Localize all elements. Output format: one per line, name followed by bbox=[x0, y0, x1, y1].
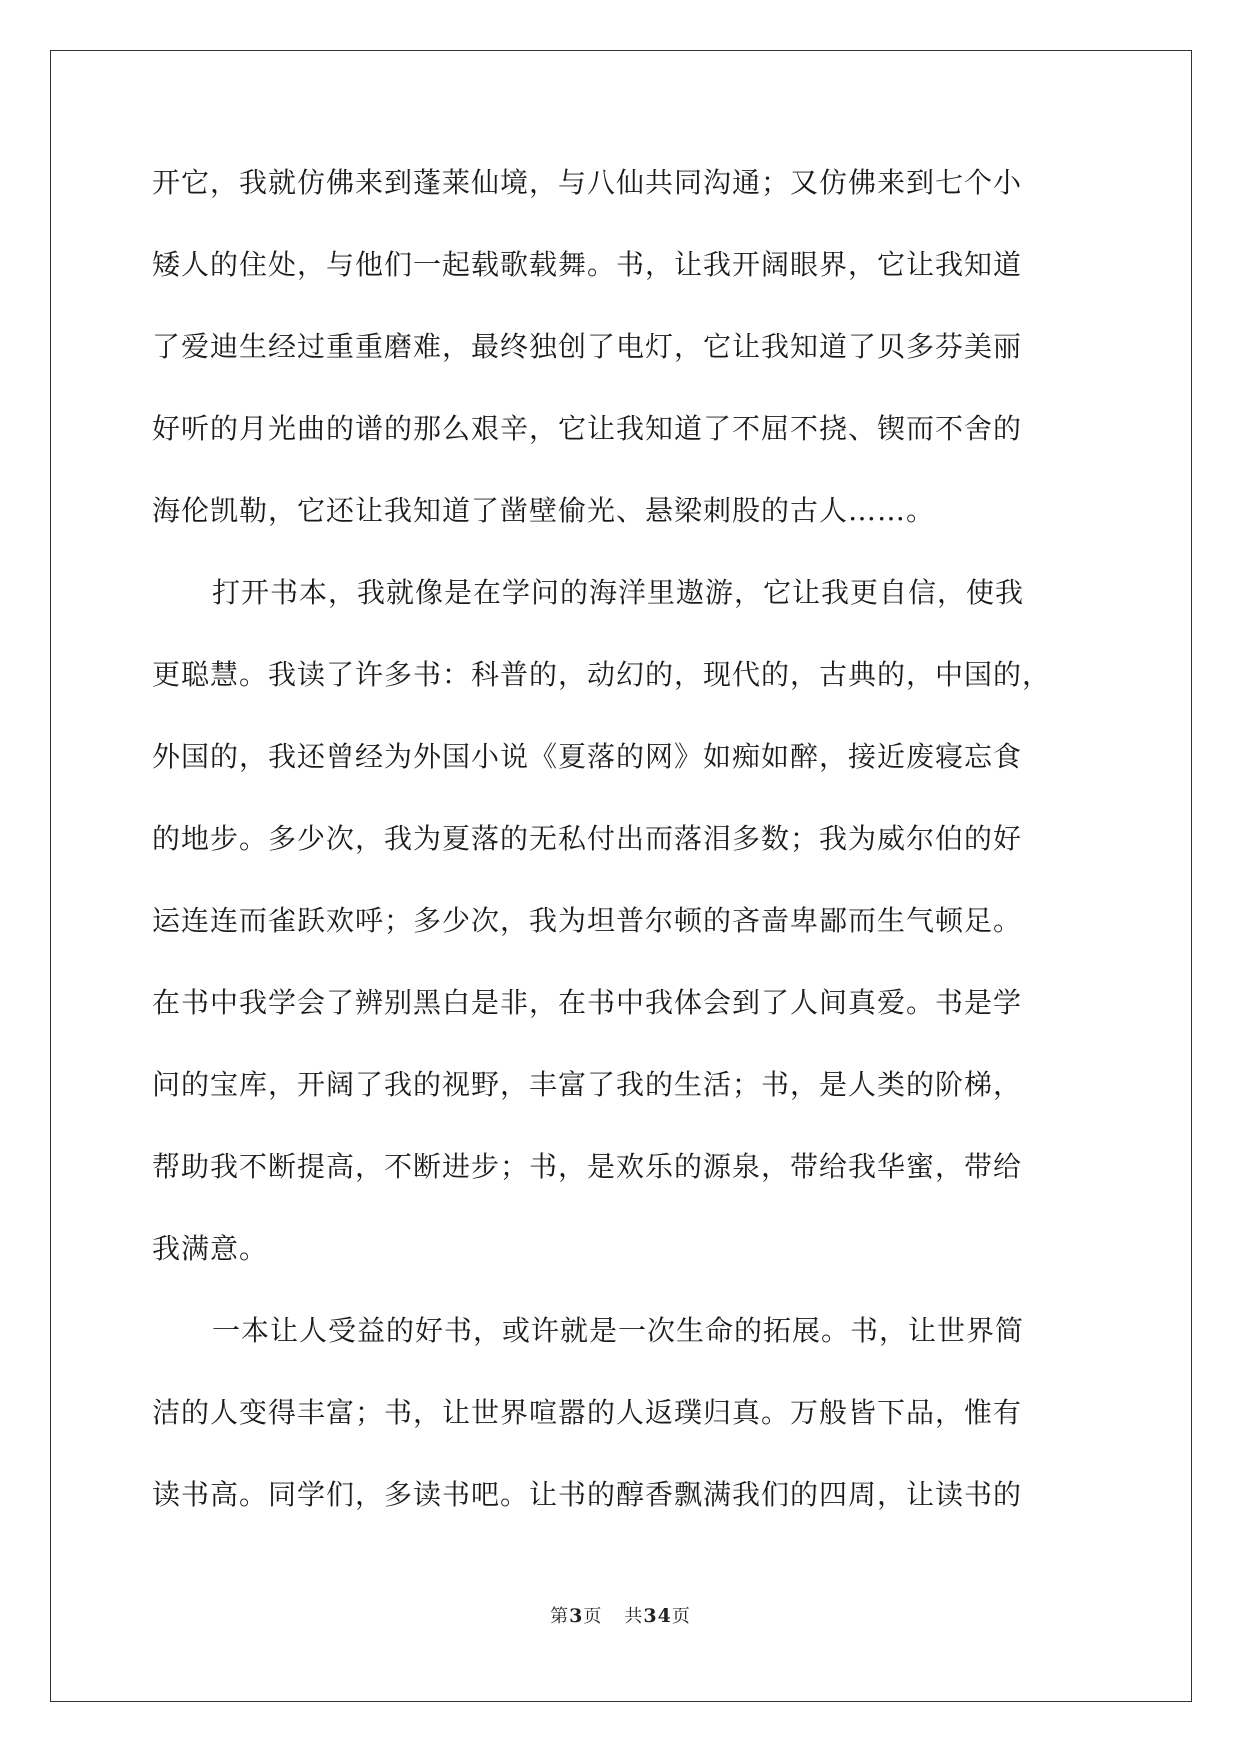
page-number: 3 bbox=[569, 1605, 584, 1627]
paragraph-first-line: 打开书本，我就像是在学问的海洋里遨游，它让我更自信，使我 bbox=[212, 576, 1025, 609]
text-line: 好听的月光曲的谱的那么艰辛，它让我知道了不屈不挠、锲而不舍的 bbox=[152, 412, 1023, 445]
total-pages: 34 bbox=[643, 1605, 672, 1627]
total-suffix: 页 bbox=[671, 1606, 691, 1627]
text-line: 更聪慧。我读了许多书：科普的，动幻的，现代的，古典的，中国的， bbox=[152, 658, 1052, 691]
page-footer bbox=[0, 1602, 1241, 1628]
page-prefix: 第 bbox=[550, 1606, 570, 1627]
text-line: 问的宝库，开阔了我的视野，丰富了我的生活；书，是人类的阶梯， bbox=[152, 1068, 1023, 1101]
page-suffix: 页 bbox=[583, 1606, 603, 1627]
total-prefix: 共 bbox=[624, 1606, 644, 1627]
text-line: 运连连而雀跃欢呼；多少次，我为坦普尔顿的吝啬卑鄙而生气顿足。 bbox=[152, 904, 1023, 937]
paragraph-first-line: 一本让人受益的好书，或许就是一次生命的拓展。书，让世界简 bbox=[212, 1314, 1025, 1347]
text-line: 的地步。多少次，我为夏落的无私付出而落泪多数；我为威尔伯的好 bbox=[152, 822, 1023, 855]
text-line: 在书中我学会了辨别黑白是非，在书中我体会到了人间真爱。书是学 bbox=[152, 986, 1023, 1019]
text-line: 读书高。同学们，多读书吧。让书的醇香飘满我们的四周，让读书的 bbox=[152, 1478, 1023, 1511]
text-line: 了爱迪生经过重重磨难，最终独创了电灯，它让我知道了贝多芬美丽 bbox=[152, 330, 1023, 363]
text-line: 矮人的住处，与他们一起载歌载舞。书，让我开阔眼界，它让我知道 bbox=[152, 248, 1023, 281]
document-body bbox=[152, 156, 1092, 1550]
text-line: 帮助我不断提高，不断进步；书，是欢乐的源泉，带给我华蜜，带给 bbox=[152, 1150, 1023, 1183]
text-line: 我满意。 bbox=[152, 1232, 269, 1265]
text-line: 外国的，我还曾经为外国小说《夏落的网》如痴如醉，接近废寝忘食 bbox=[152, 740, 1023, 773]
text-line: 开它，我就仿佛来到蓬莱仙境，与八仙共同沟通；又仿佛来到七个小 bbox=[152, 166, 1023, 199]
text-line: 海伦凯勒，它还让我知道了凿壁偷光、悬梁刺股的古人……。 bbox=[152, 494, 936, 527]
text-line: 洁的人变得丰富；书，让世界喧嚣的人返璞归真。万般皆下品，惟有 bbox=[152, 1396, 1023, 1429]
